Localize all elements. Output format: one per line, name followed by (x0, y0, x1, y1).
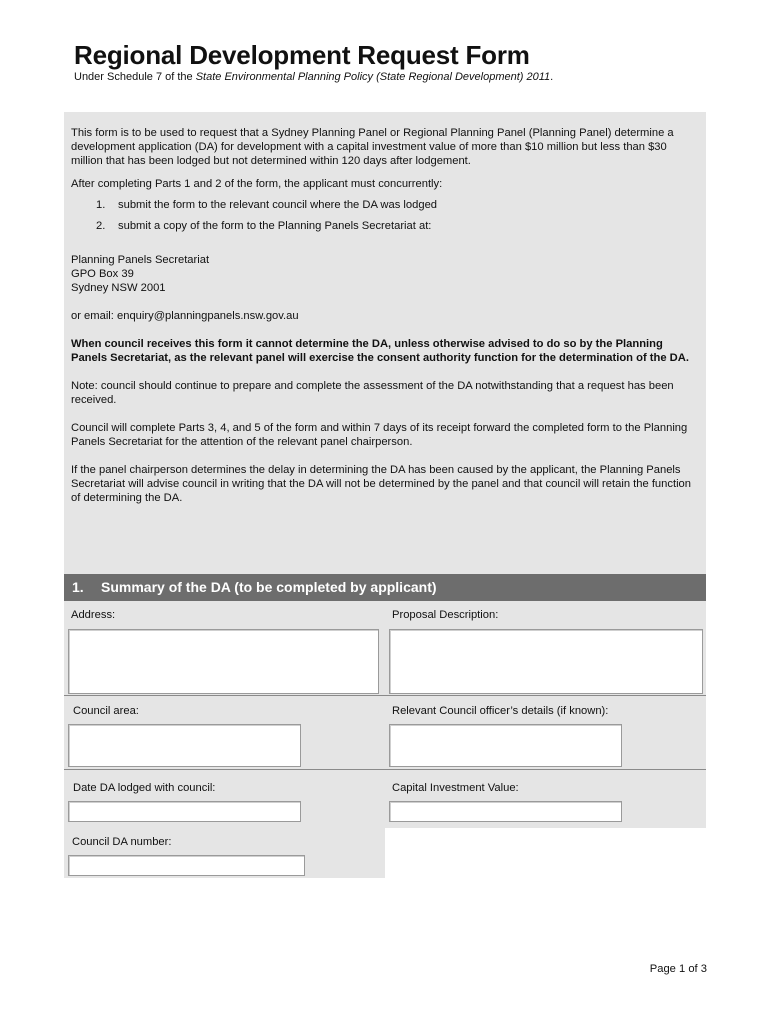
date-lodged-field[interactable] (68, 801, 301, 822)
intro-purpose-paragraph: This form is to be used to request that a Sydney Planning Panel or Regional Planning Panel (Planning Panel) determine a development application (DA) for development with a capital investment value of more than $10 million but less than $30 million that has been lodged but not determined within 120 days after lodgement. (71, 127, 674, 167)
council-cannot-determine-notice: When council receives this form it cannot determine the DA, unless otherwise advised to do so by the Planning Panels Secretariat, as the relevant panel will exercise the consent authority function for the determination of the DA. (71, 338, 689, 364)
step-number: 2. (96, 220, 106, 232)
subtitle-prefix: Under Schedule 7 of the (74, 71, 196, 83)
capital-investment-value-label: Capital Investment Value: (392, 782, 519, 794)
subtitle-policy-name: State Environmental Planning Policy (State Regional Development) 2011 (195, 71, 551, 83)
address-field[interactable] (68, 629, 379, 694)
step-number: 1. (96, 199, 106, 211)
row-divider (64, 695, 706, 696)
council-officer-label: Relevant Council officer’s details (if known): (392, 705, 609, 717)
council-da-number-field[interactable] (68, 855, 305, 876)
council-area-label: Council area: (73, 705, 139, 717)
secretariat-email: or email: enquiry@planningpanels.nsw.gov.au (71, 310, 299, 322)
list-item (71, 198, 699, 212)
intro-after-completing-paragraph: After completing Parts 1 and 2 of the form, the applicant must concurrently: (71, 178, 443, 190)
proposal-description-field[interactable] (389, 629, 703, 694)
page-title: Regional Development Request Form (74, 40, 530, 70)
council-parts-paragraph: Council will complete Parts 3, 4, and 5 of the form and within 7 days of its receipt forward the completed form to the Planning Panels Secretariat for the attention of the relevant panel chairperson. (71, 422, 688, 448)
section-1-number: 1. (72, 579, 84, 595)
council-officer-field[interactable] (389, 724, 622, 767)
page-number: Page 1 of 3 (649, 963, 707, 975)
subtitle-suffix: . (550, 71, 554, 83)
date-lodged-label: Date DA lodged with council: (73, 782, 216, 794)
intro-panel (64, 112, 706, 574)
note-paragraph: Note: council should continue to prepare and complete the assessment of the DA notwithstanding that a request has been received. (71, 380, 674, 406)
address-label: Address: (71, 609, 116, 621)
row-divider (64, 769, 706, 770)
capital-investment-value-field[interactable] (389, 801, 622, 822)
list-item (71, 219, 699, 233)
secretariat-address-line-3: Sydney NSW 2001 (71, 282, 166, 294)
step-text: submit the form to the relevant council where the DA was lodged (118, 199, 438, 211)
proposal-description-label: Proposal Description: (392, 609, 499, 621)
council-area-field[interactable] (68, 724, 301, 767)
section-1-header (64, 574, 706, 601)
council-da-number-label: Council DA number: (72, 836, 172, 848)
secretariat-address-line-2: GPO Box 39 (71, 268, 134, 280)
secretariat-address-line-1: Planning Panels Secretariat (71, 254, 210, 266)
step-text: submit a copy of the form to the Planning Panels Secretariat at: (118, 220, 432, 232)
intro-steps-list (71, 198, 699, 233)
panel-delay-paragraph: If the panel chairperson determines the delay in determining the DA has been caused by the applicant, the Planning Panels Secretariat will advise council in writing that the DA will not be determined by the panel and that council will retain the function of determining the DA. (71, 464, 691, 504)
page-subtitle (74, 71, 553, 83)
intro-content (71, 126, 699, 505)
section-1-title: Summary of the DA (to be completed by applicant) (101, 579, 437, 595)
